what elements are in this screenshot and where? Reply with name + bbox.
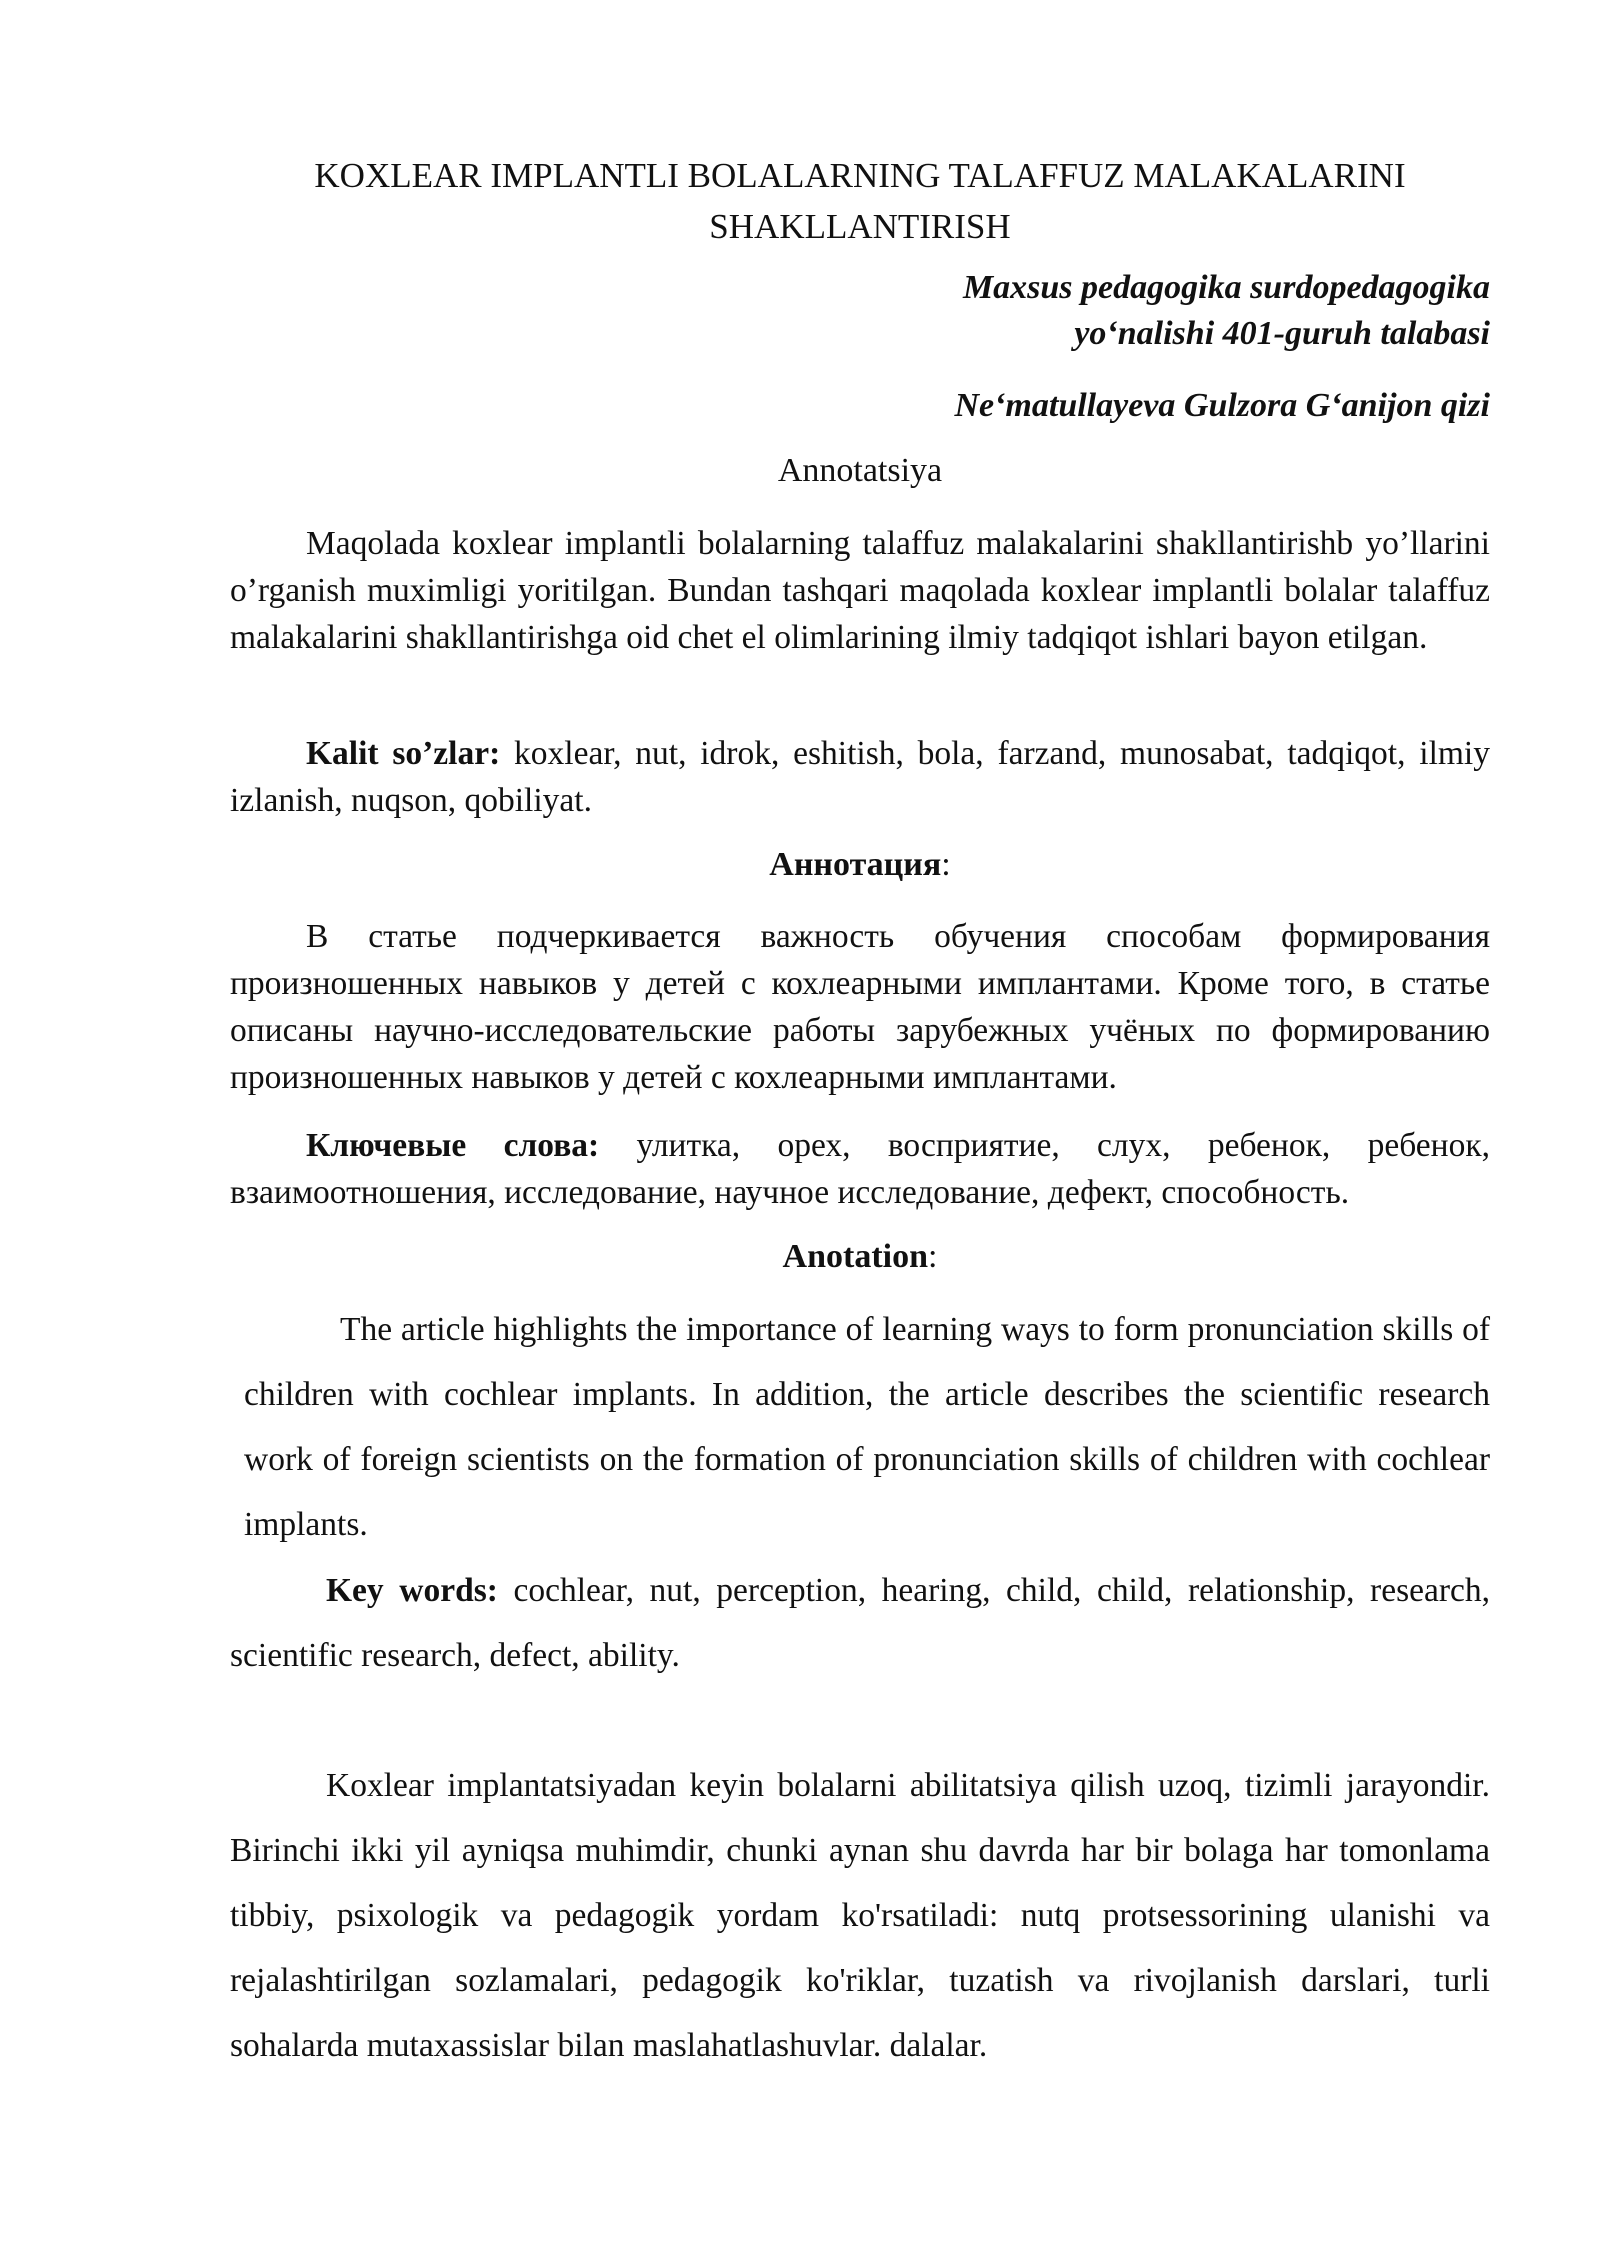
ru-heading-text: Аннотация (769, 846, 942, 883)
uz-keywords-label: Kalit so’zlar: (306, 735, 501, 772)
title-line-1: KOXLEAR IMPLANTLI BOLALARNING TALAFFUZ MALAKALARINI (314, 156, 1406, 195)
en-heading-text: Anotation (782, 1238, 928, 1275)
title-line-2: SHAKLLANTIRISH (709, 207, 1011, 246)
uz-keywords-text: koxlear, nut, idrok, eshitish, bola, farzand, munosabat, tadqiqot, ilmiy izlanish, nuqson, qobiliyat. (230, 735, 1490, 819)
en-keywords (230, 1558, 1490, 1688)
article-title (230, 150, 1490, 252)
en-abstract: The article highlights the importance of learning ways to form pronunciation skills of children with cochlear implants. In addition, the article describes the scientific research work of foreign scientists on the formation of pronunciation skills of children with cochlear implants. (244, 1311, 1490, 1543)
uz-keywords (230, 730, 1490, 824)
en-heading-colon: : (928, 1238, 938, 1275)
en-keywords-text: cochlear, nut, perception, hearing, child, child, relationship, research, scientific research, defect, ability. (230, 1572, 1491, 1674)
uz-abstract-heading: Annotatsiya (777, 452, 943, 489)
ru-keywords (230, 1122, 1490, 1216)
ru-keywords-label: Ключевые слова: (306, 1127, 600, 1164)
author-name: Ne‘matullayeva Gulzora G‘anijon qizi (954, 387, 1490, 424)
body-paragraph-1: Koxlear implantatsiyadan keyin bolalarni abilitatsiya qilish uzoq, tizimli jarayondir. Birinchi ikki yil ayniqsa muhimdir, chunki aynan shu davrda har bir bolaga har tomonlama tibbiy, psixologik va pedagogik yordam ko'rsatiladi: nutq protsessorining ulanishi va rejalashtirilgan sozlamalari, pedagogik ko'riklar, tuzatish va rivojlanish darslari, turli sohalarda mutaxassislar bilan maslahatlashuvlar. dalalar. (230, 1767, 1490, 2064)
ru-heading-colon: : (941, 846, 951, 883)
ru-abstract-heading (230, 846, 1490, 884)
uz-abstract: Maqolada koxlear implantli bolalarning talaffuz malakalarini shakllantirishb yo’llarini o’rganish muximligi yoritilgan. Bundan tashqari maqolada koxlear implantli bolalar talaffuz malakalarini shakllantirishga oid chet el olimlarining ilmiy tadqiqot ishlari bayon etilgan. (230, 525, 1490, 656)
author-affiliation (963, 265, 1490, 357)
ru-abstract: В статье подчеркивается важность обучения способам формирования произношенных навыков у детей с кохлеарными имплантами. Кроме того, в статье описаны научно-исследовательские работы зарубежных учёных по формированию произношенных навыков у детей с кохлеарными имплантами. (230, 918, 1490, 1096)
en-keywords-label: Key words: (326, 1572, 498, 1609)
affiliation-line-1: Maxsus pedagogika surdopedagogika (962, 269, 1490, 306)
en-abstract-heading (230, 1238, 1490, 1276)
affiliation-line-2: yo‘nalishi 401-guruh talabasi (1074, 315, 1490, 352)
ru-keywords-text: улитка, орех, восприятие, слух, ребенок, ребенок, взаимоотношения, исследование, научное исследование, дефект, способность. (230, 1127, 1490, 1211)
